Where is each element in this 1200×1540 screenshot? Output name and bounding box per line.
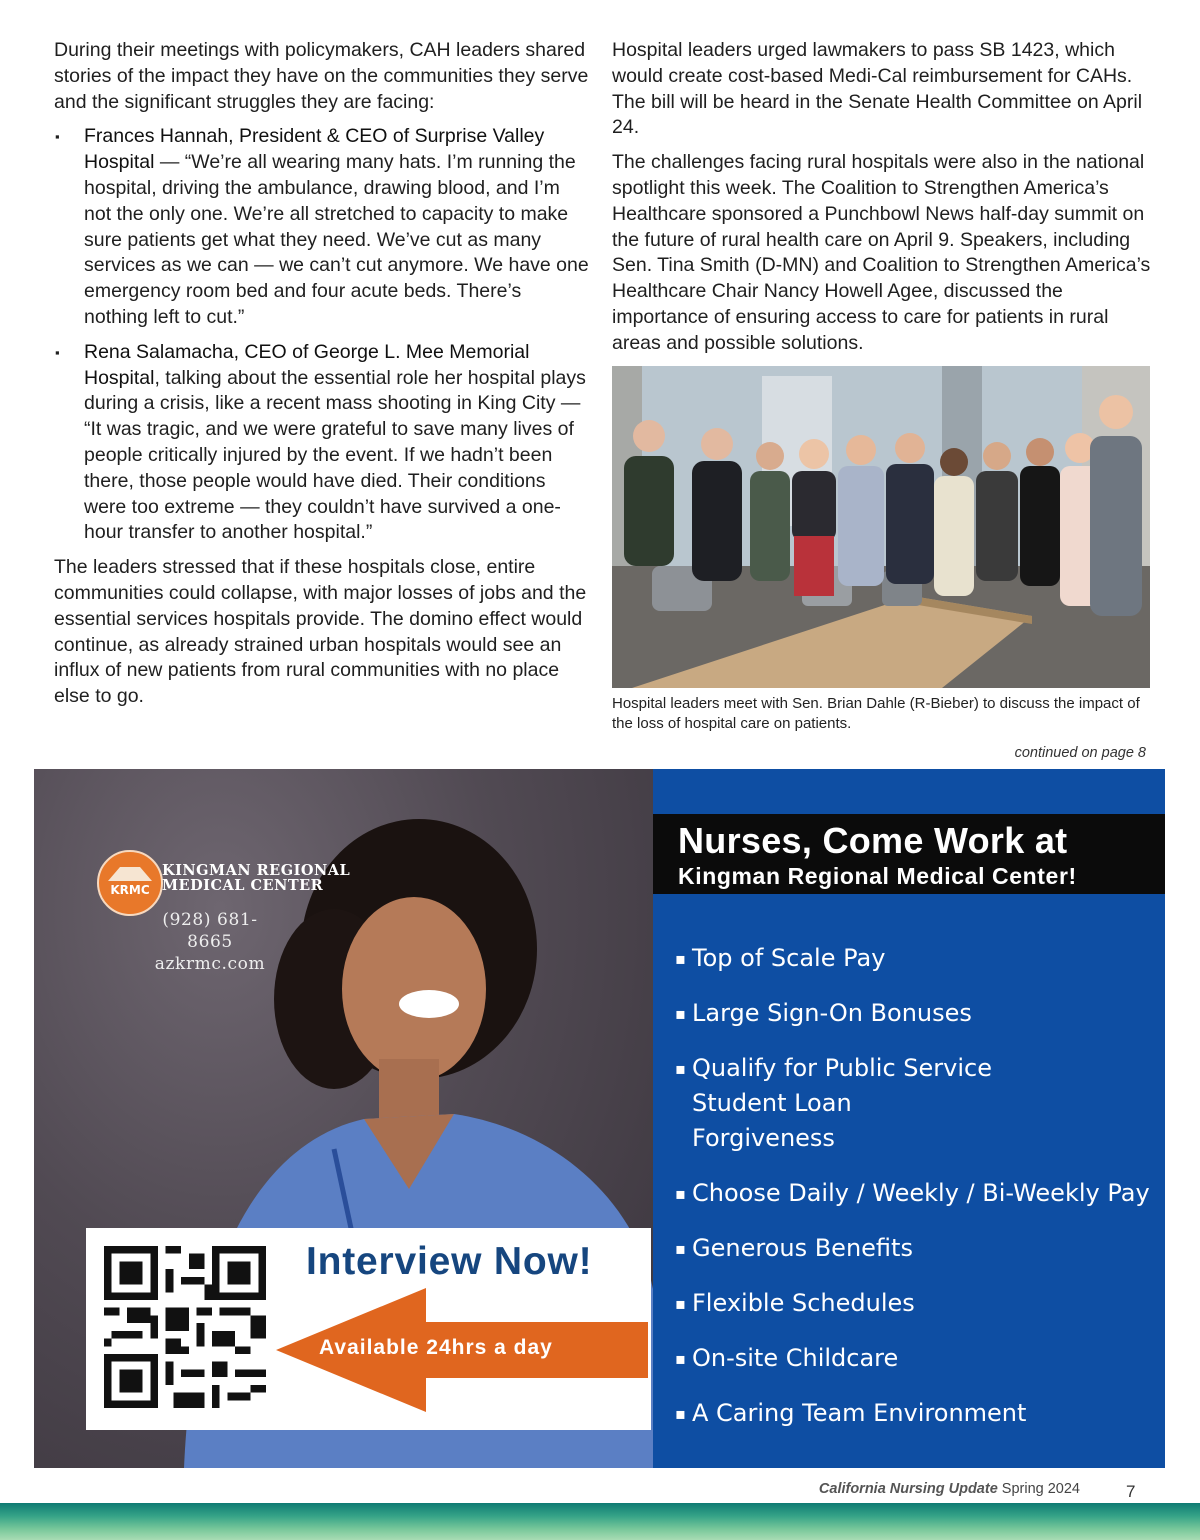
publication-name: California Nursing Update bbox=[818, 1481, 998, 1497]
bullet-icon: ▪ bbox=[675, 1239, 686, 1258]
logo-line-1: KINGMAN REGIONAL bbox=[162, 862, 351, 879]
ad-headline: Nurses, Come Work at bbox=[678, 820, 1068, 861]
list-item bbox=[675, 1341, 1155, 1376]
list-item bbox=[675, 941, 1155, 976]
benefit-text: Qualify for Public Service Student Loan Forgiveness bbox=[692, 1054, 992, 1152]
benefit-text: A Caring Team Environment bbox=[692, 1399, 1027, 1427]
bullet-icon: ▪ bbox=[675, 1404, 686, 1423]
benefit-text: Choose Daily / Weekly / Bi-Weekly Pay bbox=[692, 1179, 1150, 1207]
benefit-text: Generous Benefits bbox=[692, 1234, 913, 1262]
quote-speaker: Frances Hannah, President & CEO of Surprise Valley Hospital bbox=[84, 125, 545, 174]
continued-link[interactable]: continued on page 8 bbox=[1014, 745, 1146, 761]
list-item bbox=[675, 1051, 992, 1156]
krmc-logo-icon bbox=[96, 849, 164, 917]
issue-label: Spring 2024 bbox=[997, 1481, 1080, 1497]
summit-paragraph: The challenges facing rural hospitals were also in the national spotlight this week. The Coalition to Strengthen America’s Healthcare sponsored a Punchbowl News half-day summit on the future of rural health care on April 9. Speakers, including Sen. Tina Smith (D-MN) and Coalition to Strengthen America’s Healthcare Chair Nancy Howell Agee, discussed the importance of ensuring access to care for patients in rural areas and possible solutions. bbox=[612, 151, 1151, 354]
page-number: 7 bbox=[1126, 1482, 1136, 1501]
bullet-icon: ▪ bbox=[675, 1349, 686, 1368]
list-item bbox=[54, 340, 590, 546]
availability-text: Available 24hrs a day bbox=[319, 1336, 553, 1359]
contact-info bbox=[144, 909, 276, 975]
ad-subheadline: Kingman Regional Medical Center! bbox=[678, 863, 1077, 889]
benefit-text: Top of Scale Pay bbox=[692, 944, 886, 972]
article-left-column bbox=[54, 38, 590, 719]
list-item bbox=[675, 1176, 1155, 1211]
group-photo bbox=[612, 366, 1150, 688]
quote-text: — “We’re all wearing many hats. I’m running the hospital, driving the ambulance, drawing blood, and I’m not the only one. We’re all stretched to capacity to make sure patients get what they need. We’ve cut as many services as we can — we can’t cut anymore. We have one emergency room bed and four acute beds. There’s nothing left to cut.” bbox=[84, 151, 589, 328]
bullet-icon: ▪ bbox=[55, 129, 60, 145]
list-item bbox=[675, 1286, 1155, 1321]
list-item bbox=[675, 1231, 1155, 1266]
footer-band bbox=[0, 1503, 1200, 1540]
cta-box bbox=[86, 1228, 651, 1430]
list-item bbox=[54, 124, 590, 330]
article-right-column bbox=[612, 38, 1152, 366]
list-item bbox=[675, 1396, 1155, 1431]
page-footer bbox=[819, 1481, 1080, 1497]
quote-text: , talking about the essential role her hospital plays during a crisis, like a recent mass shooting in King City — “It was tragic, and we were grateful to save many lives of people critically injured by the event. If we hadn’t been there, those people would have died. Their conditions were too extreme — they couldn’t have survived a one-hour transfer to another hospital.” bbox=[84, 366, 586, 544]
krmc-advertisement bbox=[34, 769, 1165, 1468]
bullet-icon: ▪ bbox=[55, 344, 60, 360]
intro-paragraph: During their meetings with policymakers, CAH leaders shared stories of the impact they have on the communities they serve and the significant struggles they are facing: bbox=[54, 39, 589, 113]
ad-headline-box bbox=[653, 814, 1165, 894]
bullet-icon: ▪ bbox=[675, 1059, 686, 1078]
quote-speaker: Rena Salamacha, CEO of George L. Mee Memorial Hospital bbox=[84, 340, 530, 389]
qr-code-icon[interactable] bbox=[104, 1246, 266, 1408]
bill-paragraph: Hospital leaders urged lawmakers to pass SB 1423, which would create cost-based Medi-Cal reimbursement for CAHs. The bill will be heard in the Senate Health Committee on April 24. bbox=[612, 39, 1143, 139]
phone-number[interactable]: (928) 681-8665 bbox=[162, 910, 258, 952]
benefit-text: Large Sign-On Bonuses bbox=[692, 999, 972, 1027]
benefit-text: Flexible Schedules bbox=[692, 1289, 915, 1317]
svg-text:KRMC: KRMC bbox=[110, 883, 150, 897]
interview-now-heading: Interview Now! bbox=[306, 1240, 593, 1283]
ad-benefits-panel bbox=[653, 769, 1165, 1468]
bullet-icon: ▪ bbox=[675, 1004, 686, 1023]
krmc-logo-text bbox=[162, 863, 350, 893]
benefits-list bbox=[675, 941, 1155, 1451]
bullet-icon: ▪ bbox=[675, 949, 686, 968]
photo-caption: Hospital leaders meet with Sen. Brian Dahle (R-Bieber) to discuss the impact of the loss of hospital care on patients. bbox=[612, 695, 1140, 732]
website-link[interactable]: azkrmc.com bbox=[154, 954, 266, 974]
logo-line-2: MEDICAL CENTER bbox=[162, 877, 324, 894]
closing-paragraph: The leaders stressed that if these hospitals close, entire communities could collapse, with major losses of jobs and the essential services hospitals provide. The domino effect would continue, as already strained urban hospitals would see an influx of new patients from rural communities with no place else to go. bbox=[54, 556, 587, 708]
list-item bbox=[675, 996, 1155, 1031]
bullet-icon: ▪ bbox=[675, 1294, 686, 1313]
quotes-list bbox=[54, 124, 590, 546]
bullet-icon: ▪ bbox=[675, 1184, 686, 1203]
benefit-text: On-site Childcare bbox=[692, 1344, 899, 1372]
